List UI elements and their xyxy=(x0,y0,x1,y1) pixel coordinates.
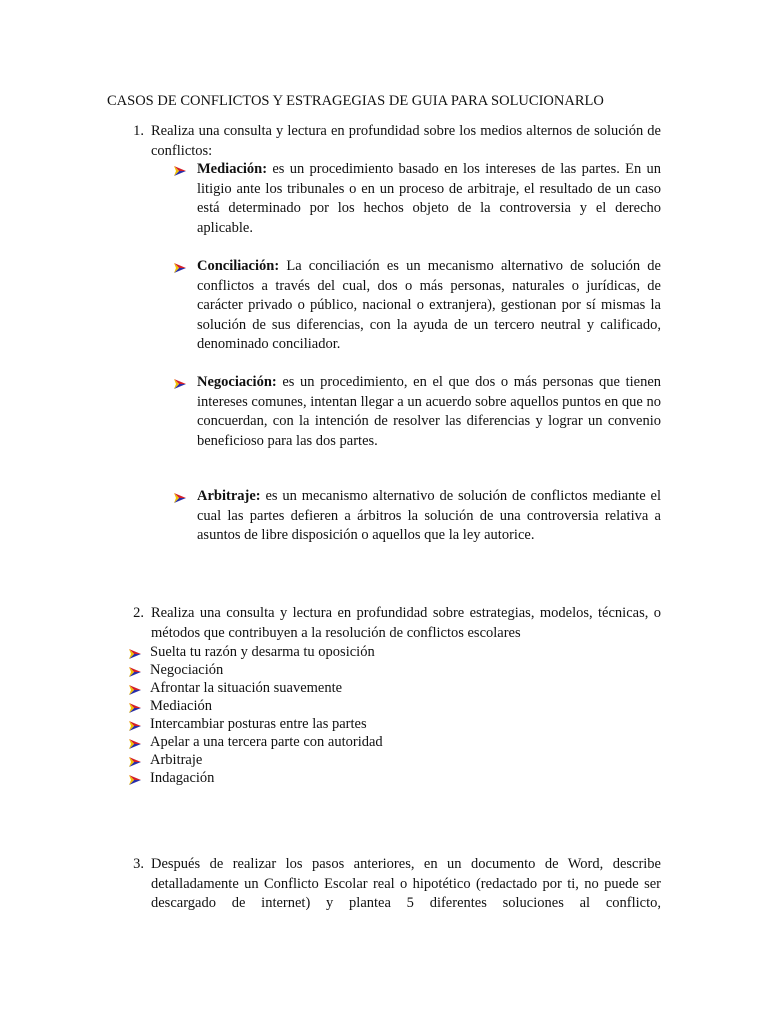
text-conciliacion: La conciliación es un mecanismo alternativo de solución de conflictos a través del cual, dos o más personas, naturales o jurídicas, de carácter privado o público, nacional o extranjera), gestionan por sí mismas la solución de sus diferencias, con la ayuda de un tercero neutral y calificado, denominado conciliador. xyxy=(197,258,661,352)
arrow-bullet-icon xyxy=(173,491,189,507)
list-item: Mediación xyxy=(150,698,213,714)
list-item: Negociación xyxy=(150,662,224,678)
term-arbitraje: Arbitraje: xyxy=(197,488,261,504)
text-negociacion: es un procedimiento, en el que dos o más personas que tienen intereses comunes, intentan llegar a un acuerdo sobre aquellos puntos en que no concuerdan, con la intención de resolver las diferencias y lograr un convenio beneficioso para las dos partes. xyxy=(197,374,661,449)
definition-arbitraje xyxy=(197,487,661,546)
section-3-text: Después de realizar los pasos anteriores, en un documento de Word, describe detalladamente un Conflicto Escolar real o hipotético (redactado por ti, no puede ser descargado de internet) y plantea 5 diferentes soluciones al conflicto, xyxy=(151,856,661,911)
arrow-bullet-icon xyxy=(128,683,144,699)
arrow-bullet-icon xyxy=(128,665,144,681)
arrow-bullet-icon xyxy=(128,755,144,771)
definition-mediacion xyxy=(197,160,661,238)
arrow-bullet-icon xyxy=(128,773,144,789)
arrow-bullet-icon xyxy=(173,164,189,180)
definition-conciliacion xyxy=(197,257,661,355)
section-1-number: 1. xyxy=(133,123,144,139)
section-1-text: Realiza una consulta y lectura en profundidad sobre los medios alternos de solución de conflictos: xyxy=(151,123,661,159)
term-conciliacion: Conciliación: xyxy=(197,258,280,274)
list-item: Afrontar la situación suavemente xyxy=(150,680,343,696)
list-item: Intercambiar posturas entre las partes xyxy=(150,716,367,732)
list-item: Arbitraje xyxy=(150,752,203,768)
text-mediacion: es un procedimiento basado en los intereses de las partes. En un litigio ante los tribunales o en un proceso de arbitraje, el resultado de un caso está determinado por los hechos objeto de la controversia y el derecho aplicable. xyxy=(197,161,661,236)
text-arbitraje: es un mecanismo alternativo de solución de conflictos mediante el cual las partes defieren a árbitros la solución de una controversia relativa a asuntos de libre disposición o aquellos que la ley autorice. xyxy=(197,488,661,543)
definition-negociacion xyxy=(197,373,661,451)
list-item: Apelar a una tercera parte con autoridad xyxy=(150,734,383,750)
section-2-number: 2. xyxy=(133,605,144,621)
term-negociacion: Negociación: xyxy=(197,374,277,390)
term-mediacion: Mediación: xyxy=(197,161,268,177)
document-title: CASOS DE CONFLICTOS Y ESTRAGEGIAS DE GUIA PARA SOLUCIONARLO xyxy=(107,93,604,109)
section-3-number: 3. xyxy=(133,856,144,872)
arrow-bullet-icon xyxy=(128,719,144,735)
list-item: Suelta tu razón y desarma tu oposición xyxy=(150,644,375,660)
section-2-text: Realiza una consulta y lectura en profundidad sobre estrategias, modelos, técnicas, o métodos que contribuyen a la resolución de conflictos escolares xyxy=(151,605,661,641)
arrow-bullet-icon xyxy=(173,377,189,393)
arrow-bullet-icon xyxy=(128,737,144,753)
arrow-bullet-icon xyxy=(173,261,189,277)
arrow-bullet-icon xyxy=(128,647,144,663)
arrow-bullet-icon xyxy=(128,701,144,717)
list-item: Indagación xyxy=(150,770,215,786)
